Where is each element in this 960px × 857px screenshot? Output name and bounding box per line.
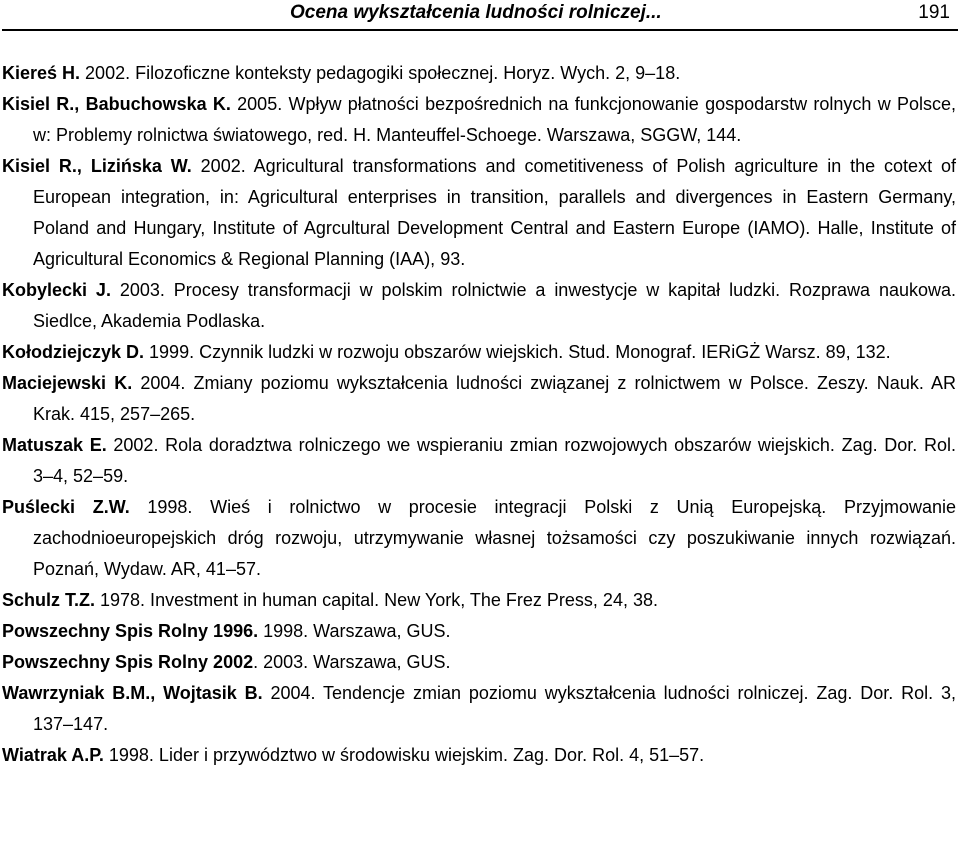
reference-list <box>2 58 956 771</box>
reference-item <box>2 740 956 771</box>
reference-details: 2003. Procesy transformacji w polskim rolnictwie a inwestycje w kapitał ludzki. Rozprawa naukowa. Siedlce, Akademia Podlaska. <box>33 280 956 331</box>
reference-authors: Matuszak E. <box>2 435 107 455</box>
reference-authors: Puślecki Z.W. <box>2 497 130 517</box>
page-number: 191 <box>918 2 950 23</box>
reference-authors: Powszechny Spis Rolny 1996. <box>2 621 259 641</box>
reference-item <box>2 647 956 678</box>
reference-details: 1998. Wieś i rolnictwo w procesie integracji Polski z Unią Europejską. Przyjmowanie zachodnioeuropejskich dróg rozwoju, utrzymywanie własnej tożsamości czy poszukiwanie innych rozwiązań. Poznań, Wydaw. AR, 41–57. <box>33 497 956 579</box>
reference-item <box>2 368 956 430</box>
reference-details: 2002. Filozoficzne konteksty pedagogiki społecznej. Horyz. Wych. 2, 9–18. <box>80 63 681 83</box>
reference-authors: Kisiel R., Babuchowska K. <box>2 94 231 114</box>
reference-details: 1998. Warszawa, GUS. <box>258 621 451 641</box>
header-rule <box>2 29 958 31</box>
reference-details: 1998. Lider i przywództwo w środowisku wiejskim. Zag. Dor. Rol. 4, 51–57. <box>103 745 705 765</box>
reference-item <box>2 430 956 492</box>
reference-authors: Powszechny Spis Rolny 2002 <box>2 652 254 672</box>
reference-details: 1999. Czynnik ludzki w rozwoju obszarów wiejskich. Stud. Monograf. IERiGŻ Warsz. 89, 132. <box>144 342 891 362</box>
reference-authors: Maciejewski K. <box>2 373 133 393</box>
reference-details: 1978. Investment in human capital. New York, The Frez Press, 24, 38. <box>95 590 658 610</box>
reference-item <box>2 616 956 647</box>
reference-item <box>2 585 956 616</box>
reference-authors: Wiatrak A.P. <box>2 745 104 765</box>
reference-details: . 2003. Warszawa, GUS. <box>253 652 451 672</box>
reference-item <box>2 275 956 337</box>
reference-item <box>2 89 956 151</box>
reference-authors: Kisiel R., Lizińska W. <box>2 156 192 176</box>
reference-details: 2004. Tendencje zmian poziomu wykształcenia ludności rolniczej. Zag. Dor. Rol. 3, 137–147. <box>33 683 956 734</box>
reference-item <box>2 678 956 740</box>
reference-item <box>2 151 956 275</box>
reference-authors: Kołodziejczyk D. <box>2 342 145 362</box>
reference-authors: Wawrzyniak B.M., Wojtasik B. <box>2 683 263 703</box>
reference-authors: Kiereś H. <box>2 63 81 83</box>
reference-details: 2005. Wpływ płatności bezpośrednich na funkcjonowanie gospodarstw rolnych w Polsce, w: Problemy rolnictwa światowego, red. H. Manteuffel-Schoege. Warszawa, SGGW, 144. <box>33 94 957 145</box>
reference-item <box>2 492 956 585</box>
reference-item <box>2 337 956 368</box>
running-title: Ocena wykształcenia ludności rolniczej... <box>290 2 662 23</box>
running-head <box>0 2 958 28</box>
reference-details: 2004. Zmiany poziomu wykształcenia ludności związanej z rolnictwem w Polsce. Zeszy. Nauk. AR Krak. 415, 257–265. <box>33 373 956 424</box>
reference-details: 2002. Agricultural transformations and cometitiveness of Polish agriculture in the cotext of European integration, in: Agricultural enterprises in transition, parallels and divergences in Eastern Germany, Poland and Hungary, Institute of Agrcultural Development Central and Eastern Europe (IAMO). Halle, Institute of Agricultural Economics & Regional Planning (IAA), 93. <box>33 156 956 269</box>
reference-item <box>2 58 956 89</box>
reference-authors: Schulz T.Z. <box>2 590 96 610</box>
reference-details: 2002. Rola doradztwa rolniczego we wspieraniu zmian rozwojowych obszarów wiejskich. Zag. Dor. Rol. 3–4, 52–59. <box>33 435 956 486</box>
reference-authors: Kobylecki J. <box>2 280 111 300</box>
